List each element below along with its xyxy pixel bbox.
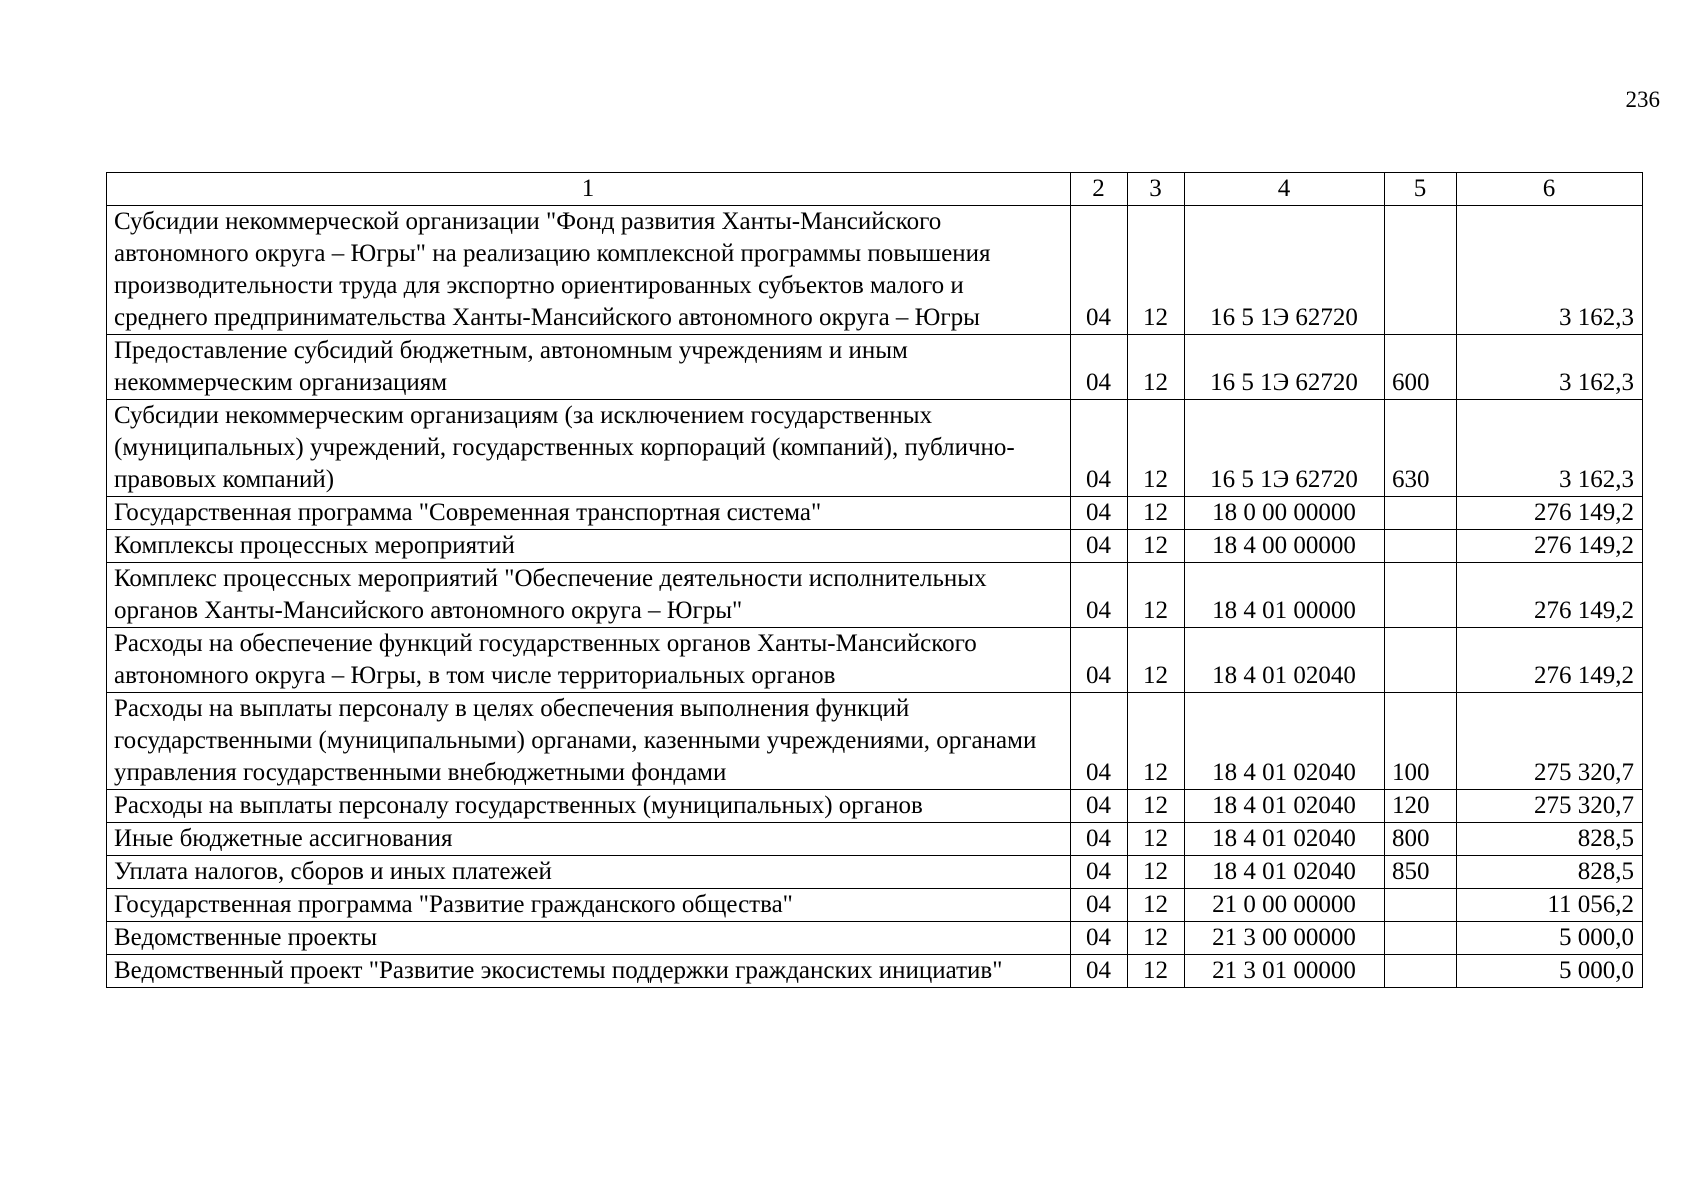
row-subsection-cell: 12 — [1128, 693, 1185, 790]
row-expense-type-cell — [1385, 628, 1457, 693]
table-body — [107, 206, 1643, 988]
row-name-cell: Субсидии некоммерческой организации "Фонд развития Ханты-Мансийского автономного округа – Югры" на реализацию комплексной программы повышения производительности труда для экспортно ориентированных субъектов малого и среднего предпринимательства Ханты-Мансийского автономного округа – Югры — [107, 206, 1071, 335]
row-amount-cell: 5 000,0 — [1457, 922, 1643, 955]
table-row — [107, 206, 1643, 335]
row-amount-cell: 5 000,0 — [1457, 955, 1643, 988]
row-expense-type-cell — [1385, 497, 1457, 530]
row-amount-cell: 276 149,2 — [1457, 628, 1643, 693]
row-expense-type-cell — [1385, 530, 1457, 563]
row-target-code-cell: 18 4 01 02040 — [1185, 823, 1385, 856]
table-row — [107, 335, 1643, 400]
row-name-cell: Ведомственный проект "Развитие экосистемы поддержки гражданских инициатив" — [107, 955, 1071, 988]
row-expense-type-cell — [1385, 563, 1457, 628]
row-expense-type-cell: 120 — [1385, 790, 1457, 823]
row-section-cell: 04 — [1071, 823, 1128, 856]
row-amount-cell: 275 320,7 — [1457, 693, 1643, 790]
row-expense-type-cell — [1385, 922, 1457, 955]
table-row — [107, 563, 1643, 628]
row-name-cell: Комплексы процессных мероприятий — [107, 530, 1071, 563]
row-name-cell: Государственная программа "Развитие гражданского общества" — [107, 889, 1071, 922]
row-target-code-cell: 21 0 00 00000 — [1185, 889, 1385, 922]
row-name-cell: Комплекс процессных мероприятий "Обеспечение деятельности исполнительных органов Ханты-Мансийского автономного округа – Югры" — [107, 563, 1071, 628]
row-name-cell: Ведомственные проекты — [107, 922, 1071, 955]
row-section-cell: 04 — [1071, 530, 1128, 563]
row-target-code-cell: 18 0 00 00000 — [1185, 497, 1385, 530]
row-amount-cell: 276 149,2 — [1457, 530, 1643, 563]
row-subsection-cell: 12 — [1128, 628, 1185, 693]
table-row — [107, 955, 1643, 988]
row-section-cell: 04 — [1071, 335, 1128, 400]
row-amount-cell: 3 162,3 — [1457, 335, 1643, 400]
table-row — [107, 856, 1643, 889]
row-subsection-cell: 12 — [1128, 497, 1185, 530]
row-name-cell: Расходы на обеспечение функций государственных органов Ханты-Мансийского автономного округа – Югры, в том числе территориальных органов — [107, 628, 1071, 693]
row-expense-type-cell — [1385, 955, 1457, 988]
row-amount-cell: 3 162,3 — [1457, 400, 1643, 497]
row-name-cell: Государственная программа "Современная транспортная система" — [107, 497, 1071, 530]
row-name-cell: Расходы на выплаты персоналу государственных (муниципальных) органов — [107, 790, 1071, 823]
row-subsection-cell: 12 — [1128, 856, 1185, 889]
row-target-code-cell: 18 4 01 02040 — [1185, 628, 1385, 693]
table-row — [107, 922, 1643, 955]
table-row — [107, 693, 1643, 790]
table-row — [107, 823, 1643, 856]
row-section-cell: 04 — [1071, 206, 1128, 335]
row-subsection-cell: 12 — [1128, 206, 1185, 335]
table-row — [107, 790, 1643, 823]
row-expense-type-cell: 850 — [1385, 856, 1457, 889]
row-target-code-cell: 18 4 01 02040 — [1185, 856, 1385, 889]
row-subsection-cell: 12 — [1128, 889, 1185, 922]
row-section-cell: 04 — [1071, 563, 1128, 628]
row-subsection-cell: 12 — [1128, 400, 1185, 497]
table-header — [107, 173, 1643, 206]
table-row — [107, 889, 1643, 922]
header-row — [107, 173, 1643, 206]
row-name-cell: Субсидии некоммерческим организациям (за исключением государственных (муниципальных) учреждений, государственных корпораций (компаний), публично-правовых компаний) — [107, 400, 1071, 497]
row-subsection-cell: 12 — [1128, 922, 1185, 955]
table-row — [107, 400, 1643, 497]
table-row — [107, 497, 1643, 530]
row-amount-cell: 3 162,3 — [1457, 206, 1643, 335]
budget-table — [106, 172, 1643, 988]
column-header-2: 2 — [1071, 173, 1128, 206]
row-section-cell: 04 — [1071, 856, 1128, 889]
row-target-code-cell: 18 4 00 00000 — [1185, 530, 1385, 563]
row-expense-type-cell: 800 — [1385, 823, 1457, 856]
row-name-cell: Уплата налогов, сборов и иных платежей — [107, 856, 1071, 889]
row-amount-cell: 276 149,2 — [1457, 563, 1643, 628]
row-section-cell: 04 — [1071, 400, 1128, 497]
row-target-code-cell: 16 5 1Э 62720 — [1185, 206, 1385, 335]
row-expense-type-cell: 600 — [1385, 335, 1457, 400]
row-target-code-cell: 18 4 01 02040 — [1185, 693, 1385, 790]
row-section-cell: 04 — [1071, 955, 1128, 988]
row-target-code-cell: 21 3 01 00000 — [1185, 955, 1385, 988]
row-name-cell: Предоставление субсидий бюджетным, автономным учреждениям и иным некоммерческим организациям — [107, 335, 1071, 400]
table-row — [107, 530, 1643, 563]
row-target-code-cell: 18 4 01 00000 — [1185, 563, 1385, 628]
row-subsection-cell: 12 — [1128, 823, 1185, 856]
column-header-1: 1 — [107, 173, 1071, 206]
row-amount-cell: 828,5 — [1457, 823, 1643, 856]
table-row — [107, 628, 1643, 693]
row-target-code-cell: 21 3 00 00000 — [1185, 922, 1385, 955]
column-header-6: 6 — [1457, 173, 1643, 206]
row-subsection-cell: 12 — [1128, 530, 1185, 563]
row-expense-type-cell: 100 — [1385, 693, 1457, 790]
row-amount-cell: 11 056,2 — [1457, 889, 1643, 922]
row-section-cell: 04 — [1071, 889, 1128, 922]
column-header-3: 3 — [1128, 173, 1185, 206]
row-subsection-cell: 12 — [1128, 955, 1185, 988]
row-section-cell: 04 — [1071, 628, 1128, 693]
row-section-cell: 04 — [1071, 922, 1128, 955]
row-amount-cell: 828,5 — [1457, 856, 1643, 889]
row-section-cell: 04 — [1071, 497, 1128, 530]
row-target-code-cell: 18 4 01 02040 — [1185, 790, 1385, 823]
row-subsection-cell: 12 — [1128, 790, 1185, 823]
column-header-4: 4 — [1185, 173, 1385, 206]
row-name-cell: Расходы на выплаты персоналу в целях обеспечения выполнения функций государственными (муниципальными) органами, казенными учреждениями, органами управления государственными внебюджетными фондами — [107, 693, 1071, 790]
page-number: 236 — [1625, 87, 1660, 112]
row-expense-type-cell — [1385, 206, 1457, 335]
row-name-cell: Иные бюджетные ассигнования — [107, 823, 1071, 856]
row-amount-cell: 275 320,7 — [1457, 790, 1643, 823]
row-target-code-cell: 16 5 1Э 62720 — [1185, 335, 1385, 400]
row-subsection-cell: 12 — [1128, 563, 1185, 628]
row-section-cell: 04 — [1071, 790, 1128, 823]
row-target-code-cell: 16 5 1Э 62720 — [1185, 400, 1385, 497]
row-subsection-cell: 12 — [1128, 335, 1185, 400]
column-header-5: 5 — [1385, 173, 1457, 206]
row-expense-type-cell: 630 — [1385, 400, 1457, 497]
row-expense-type-cell — [1385, 889, 1457, 922]
row-section-cell: 04 — [1071, 693, 1128, 790]
row-amount-cell: 276 149,2 — [1457, 497, 1643, 530]
